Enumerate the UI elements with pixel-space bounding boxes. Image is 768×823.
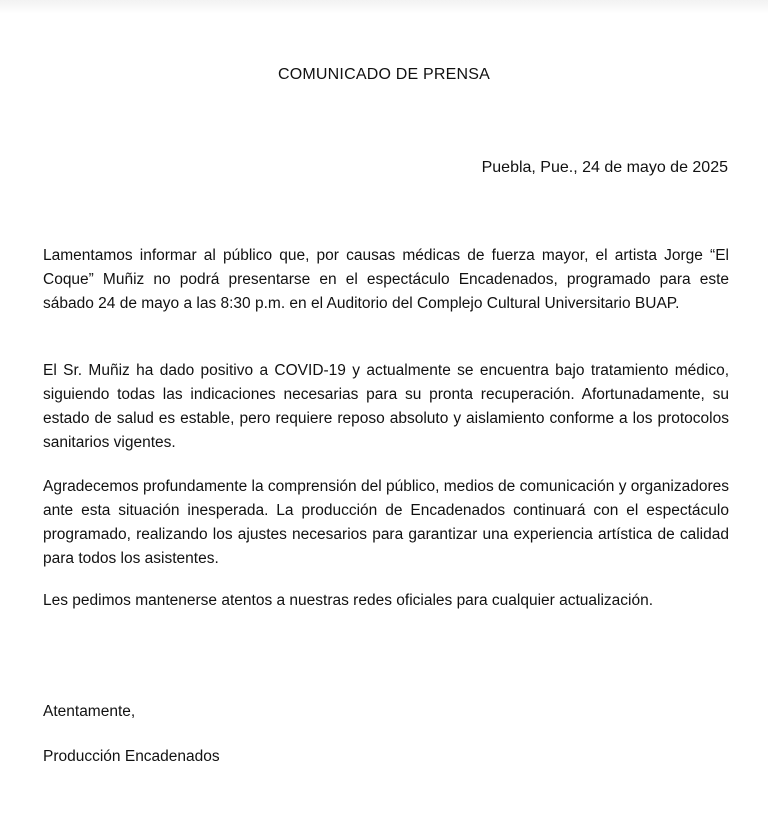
paragraph-health-status: El Sr. Muñiz ha dado positivo a COVID-19 y actualmente se encuentra bajo tratamiento médico, siguiendo todas las indicaciones necesarias para su pronta recuperación. Afortunadamente, su estado de salud es estable, pero requiere reposo absoluto y aislamiento conforme a los protocolos sanitarios vigentes. <box>43 362 729 451</box>
document-title: COMUNICADO DE PRENSA <box>277 66 491 83</box>
farewell: Atentamente, <box>43 703 136 720</box>
paragraph-updates: Les pedimos mantenerse atentos a nuestras redes oficiales para cualquier actualización. <box>43 592 654 609</box>
signature: Producción Encadenados <box>43 748 220 765</box>
paragraph-announcement: Lamentamos informar al público que, por causas médicas de fuerza mayor, el artista Jorge “El Coque” Muñiz no podrá presentarse en el espectáculo Encadenados, programado para este sábado 24 de mayo a las 8:30 p.m. en el Auditorio del Complejo Cultural Universitario BUAP. <box>43 247 729 312</box>
place-date: Puebla, Pue., 24 de mayo de 2025 <box>481 159 728 176</box>
top-shadow <box>0 0 768 14</box>
paragraph-gratitude: Agradecemos profundamente la comprensión del público, medios de comunicación y organizadores ante esta situación inesperada. La producción de Encadenados continuará con el espectáculo programado, realizando los ajustes necesarios para garantizar una experiencia artística de calidad para todos los asistentes. <box>43 478 729 567</box>
